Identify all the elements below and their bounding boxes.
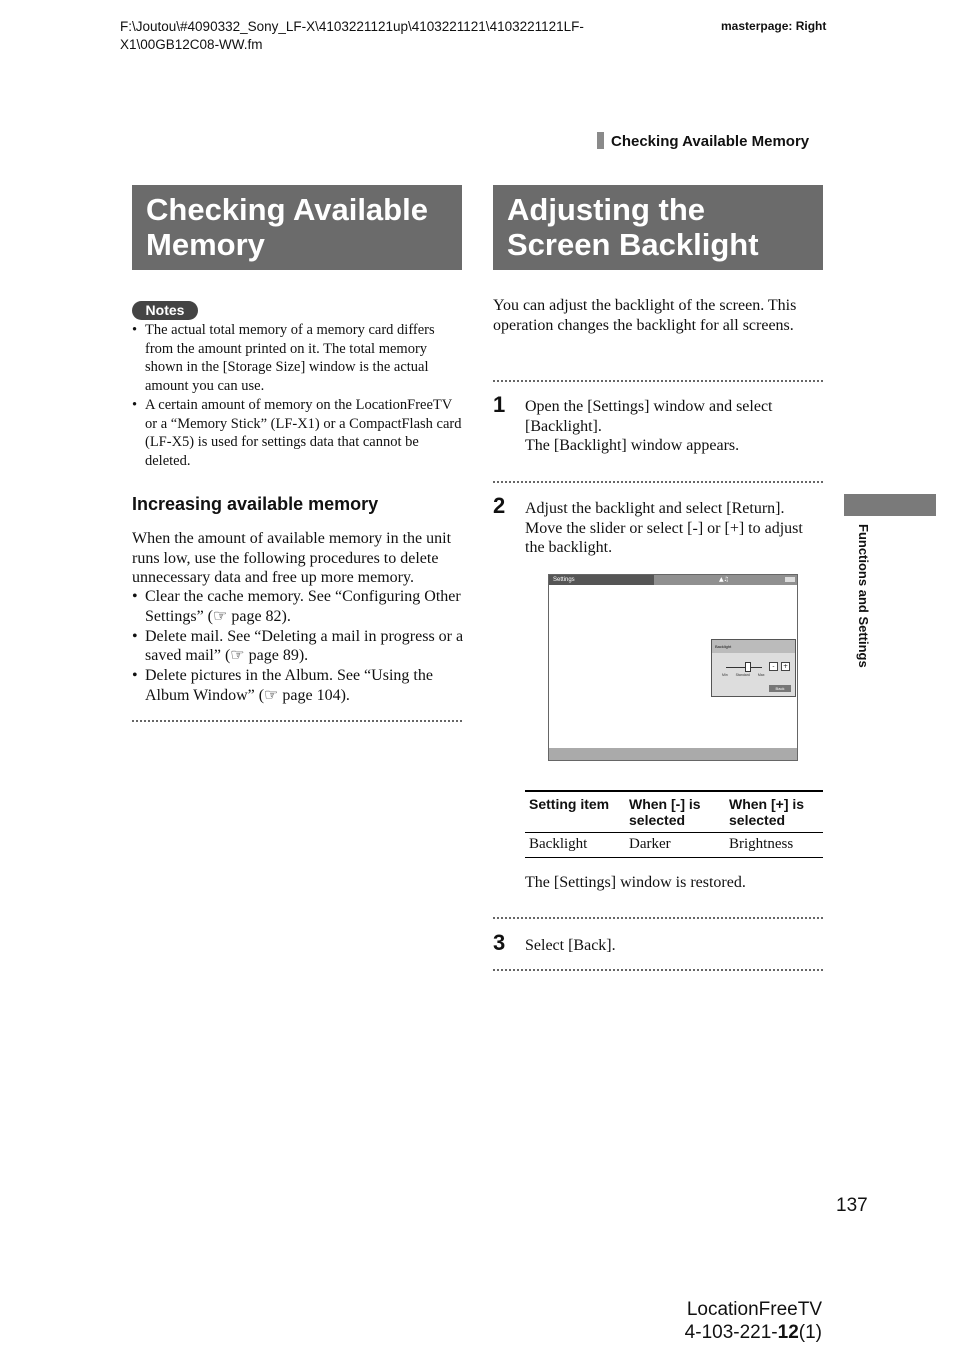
product-code	[640, 1321, 822, 1344]
table-header-row	[525, 791, 823, 833]
slider-knob	[745, 662, 751, 672]
dialog-title: Backlight	[712, 640, 795, 653]
procedure-item: • Clear the cache memory. See “Configuring Other Settings” (☞ page 82).	[132, 587, 464, 626]
section-title-memory: Checking Available Memory	[132, 185, 462, 270]
note-item: • A certain amount of memory on the LocationFreeTV or a “Memory Stick” (LF-X1) or a CompactFlash card (LF-X5) is used for settings data that cannot be deleted.	[132, 396, 462, 470]
table-header: When [+] is selected	[725, 791, 823, 833]
return-button: Back	[769, 685, 791, 692]
notes-badge: Notes	[132, 301, 198, 320]
step-number: 2	[493, 493, 506, 518]
notes-list	[132, 321, 462, 471]
battery-icon	[785, 577, 795, 582]
slider-label: Standard	[735, 673, 750, 677]
backlight-settings-table	[525, 790, 823, 858]
page-number: 137	[836, 1195, 868, 1216]
step-1-text	[525, 397, 825, 456]
procedure-item: • Delete mail. See “Deleting a mail in progress or a saved mail” (☞ page 89).	[132, 627, 464, 666]
table-header: When [-] is selected	[625, 791, 725, 833]
running-head	[597, 132, 809, 152]
divider	[493, 380, 823, 382]
footer-product-code	[640, 1298, 822, 1344]
minus-button: -	[769, 662, 778, 671]
status-icons: ▲♫	[719, 576, 729, 583]
slider-label: Min	[722, 673, 728, 677]
settings-restored-text: The [Settings] window is restored.	[525, 874, 746, 891]
divider	[493, 917, 823, 919]
product-name: LocationFreeTV	[686, 1299, 822, 1320]
step-instruction: Open the [Settings] window and select [Backlight].	[525, 398, 773, 435]
table-cell: Backlight	[525, 833, 625, 858]
masterpage-label: masterpage: Right	[721, 19, 827, 33]
procedure-item: • Delete pictures in the Album. See “Using the Album Window” (☞ page 104).	[132, 666, 464, 705]
running-head-marker	[597, 132, 604, 149]
slider-labels	[722, 673, 771, 677]
step-number: 1	[493, 392, 506, 417]
table-cell: Darker	[625, 833, 725, 858]
divider	[132, 720, 462, 722]
table-row	[525, 833, 823, 858]
table-header: Setting item	[525, 791, 625, 833]
file-path: F:\Joutou\#4090332_Sony_LF-X\4103221121up\4103221121\4103221121LF-X1\00GB12C08-WW.fm	[120, 19, 584, 52]
settings-screen-illustration	[548, 574, 798, 761]
step-result: The [Backlight] window appears.	[525, 437, 740, 454]
chapter-tab-label: Functions and Settings	[856, 524, 871, 668]
table-cell: Brightness	[725, 833, 823, 858]
running-head-text: Checking Available Memory	[611, 133, 810, 150]
backlight-dialog	[711, 639, 796, 697]
plus-button: +	[782, 663, 789, 670]
backlight-intro: You can adjust the backlight of the screen. This operation changes the backlight for all screens.	[493, 297, 797, 334]
code-prefix: 4-103-221-	[684, 1322, 778, 1343]
slider-track	[726, 667, 762, 668]
code-suffix: (1)	[798, 1322, 822, 1343]
increase-paragraph: When the amount of available memory in the unit runs low, use the following procedures to delete unnecessary data and free up more memory.	[132, 530, 452, 586]
subheading-increasing-memory: Increasing available memory	[132, 494, 379, 514]
step-2-text: Adjust the backlight and select [Return]. Move the slider or select [-] or [+] to adjust the backlight.	[525, 500, 803, 556]
chapter-tab-marker	[844, 494, 936, 516]
step-number: 3	[493, 930, 506, 955]
divider	[493, 969, 823, 971]
procedure-list	[132, 587, 464, 706]
screen-bottom-bar	[549, 748, 797, 760]
screen-title: Settings	[553, 577, 575, 583]
screen-title-bar	[549, 575, 797, 585]
code-bold: 12	[777, 1322, 799, 1343]
slider-label: Max	[757, 673, 765, 677]
section-title-backlight: Adjusting the Screen Backlight	[493, 185, 823, 270]
note-item: • The actual total memory of a memory card differs from the amount printed on it. The total memory shown in the [Storage Size] window is the actual amount you can use.	[132, 321, 462, 395]
divider	[493, 481, 823, 483]
step-3-text: Select [Back].	[525, 937, 616, 954]
